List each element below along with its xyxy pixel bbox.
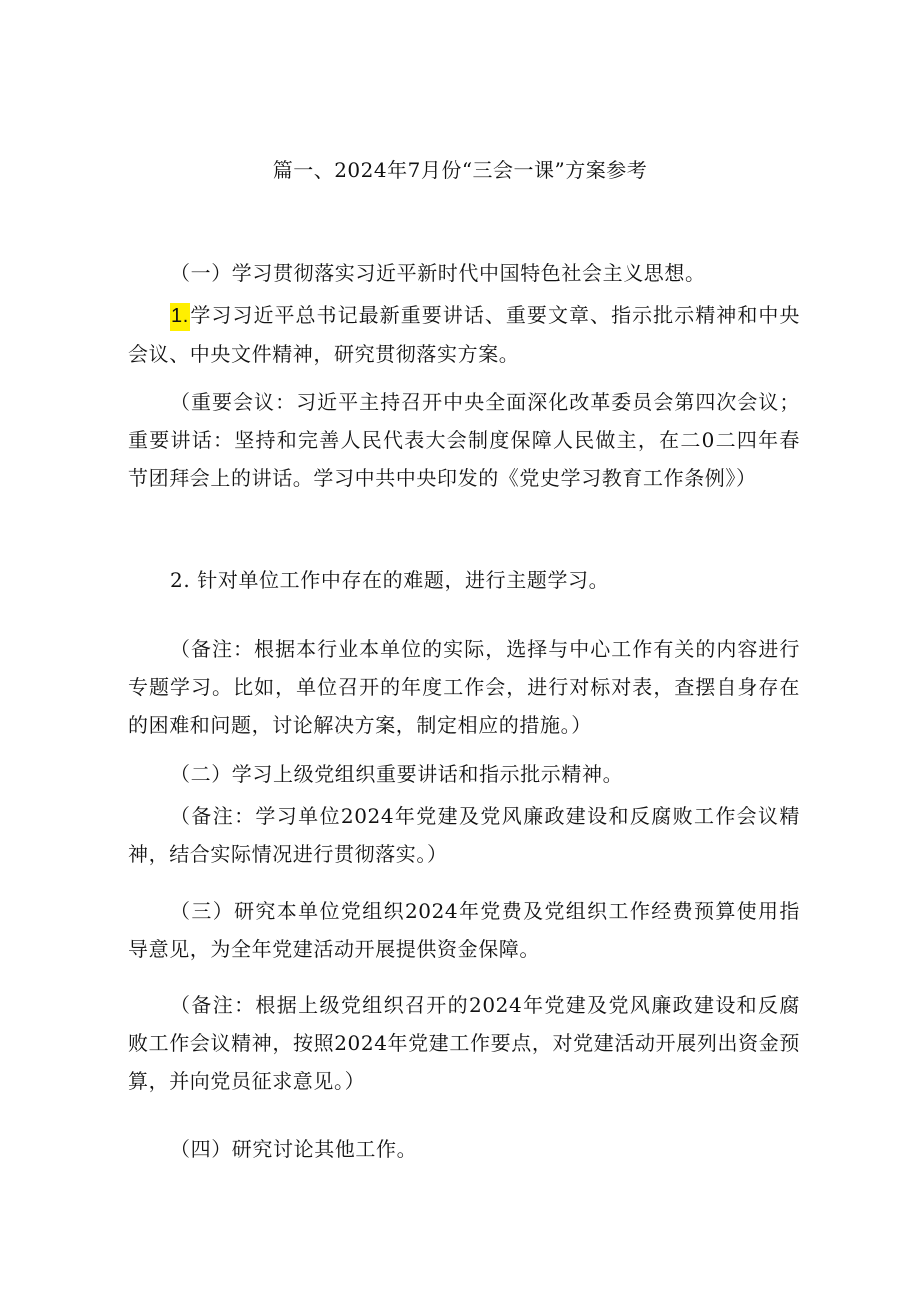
- highlighted-item-number: 1.: [170, 303, 190, 331]
- section-two-heading: （二）学习上级党组织重要讲话和指示批示精神。: [170, 762, 624, 786]
- item-2-paragraph: 2. 针对单位工作中存在的难题，进行主题学习。: [170, 568, 610, 592]
- section-four-heading: （四）研究讨论其他工作。: [170, 1137, 418, 1161]
- important-meetings-note: （重要会议：习近平主持召开中央全面深化改革委员会第四次会议；重要讲话：坚持和完善人民代表大会制度保障人民做主，在二0二四年春节团拜会上的讲话。学习中共中央印发的《党史学习教育工作条例》）: [128, 390, 800, 490]
- remark-topic-study: （备注：根据本行业本单位的实际，选择与中心工作有关的内容进行专题学习。比如，单位召开的年度工作会，进行对标对表，查摆自身存在的困难和问题，讨论解决方案，制定相应的措施。）: [128, 637, 800, 737]
- remark-party-building-meeting: （备注：学习单位2024年党建及党风廉政建设和反腐败工作会议精神，结合实际情况进行贯彻落实。）: [128, 804, 800, 866]
- document-title: 篇一、2024年7月份“三会一课”方案参考: [272, 158, 648, 182]
- remark-budget: （备注：根据上级党组织召开的2024年党建及党风廉政建设和反腐败工作会议精神，按照2024年党建工作要点，对党建活动开展列出资金预算，并向党员征求意见。）: [128, 993, 800, 1093]
- section-one-heading: （一）学习贯彻落实习近平新时代中国特色社会主义思想。: [170, 261, 706, 285]
- section-three-heading: （三）研究本单位党组织2024年党费及党组织工作经费预算使用指导意见，为全年党建活动开展提供资金保障。: [128, 899, 800, 961]
- item-1-text: 学习习近平总书记最新重要讲话、重要文章、指示批示精神和中央会议、中央文件精神，研究贯彻落实方案。: [128, 303, 800, 366]
- item-1-paragraph: [128, 296, 800, 373]
